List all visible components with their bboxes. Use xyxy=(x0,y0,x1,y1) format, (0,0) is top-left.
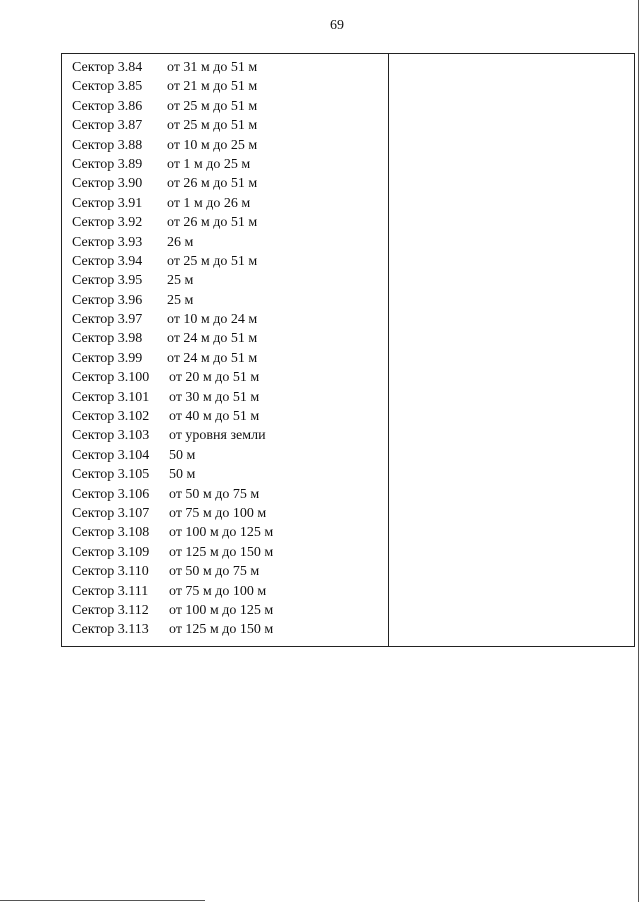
sector-name: Сектор 3.106 xyxy=(72,486,150,502)
table-row xyxy=(62,620,388,639)
sector-height: от 25 м до 51 м xyxy=(167,118,258,134)
sector-height: от 26 м до 51 м xyxy=(167,176,258,192)
sector-height: от 100 м до 125 м xyxy=(169,602,274,618)
sector-name: Сектор 3.86 xyxy=(72,98,143,114)
sector-height: от 21 м до 51 м xyxy=(167,79,258,95)
table-row xyxy=(62,407,388,426)
sector-height: от 50 м до 75 м xyxy=(169,486,260,502)
table-row xyxy=(62,388,388,407)
sector-height: от 10 м до 24 м xyxy=(167,312,258,328)
table-row xyxy=(62,174,388,193)
sector-height: от 75 м до 100 м xyxy=(169,505,267,521)
sector-height: от 20 м до 51 м xyxy=(169,370,260,386)
sector-height: от 31 м до 51 м xyxy=(167,60,258,75)
sector-height: от 125 м до 150 м xyxy=(169,544,274,560)
table-row xyxy=(62,136,388,155)
sector-name: Сектор 3.87 xyxy=(72,118,143,134)
sector-height: 25 м xyxy=(167,273,194,289)
sector-height: от 50 м до 75 м xyxy=(169,564,260,580)
sector-height: от 1 м до 25 м xyxy=(167,156,251,172)
sector-name: Сектор 3.101 xyxy=(72,389,150,405)
table-row xyxy=(62,582,388,601)
sector-name: Сектор 3.113 xyxy=(72,622,149,638)
sector-name: Сектор 3.111 xyxy=(72,583,149,599)
sector-height: 26 м xyxy=(167,234,194,250)
table-row xyxy=(62,368,388,387)
sector-name: Сектор 3.91 xyxy=(72,195,143,211)
sector-name: Сектор 3.99 xyxy=(72,350,143,366)
sector-name: Сектор 3.112 xyxy=(72,602,149,618)
table-row xyxy=(62,58,388,77)
table-row xyxy=(62,329,388,348)
table-row xyxy=(62,291,388,310)
table-row xyxy=(62,523,388,542)
sector-rows xyxy=(62,58,388,640)
sector-height: от 30 м до 51 м xyxy=(169,389,260,405)
table-row xyxy=(62,465,388,484)
table-row xyxy=(62,601,388,620)
table-row xyxy=(62,213,388,232)
sector-height: от уровня земли xyxy=(169,428,266,444)
table-row xyxy=(62,349,388,368)
sector-name: Сектор 3.96 xyxy=(72,292,143,308)
table-row xyxy=(62,116,388,135)
sector-name: Сектор 3.105 xyxy=(72,467,150,483)
table-row xyxy=(62,252,388,271)
table-row xyxy=(62,77,388,96)
table-row xyxy=(62,155,388,174)
sector-height: от 25 м до 51 м xyxy=(167,98,258,114)
sector-name: Сектор 3.84 xyxy=(72,60,143,75)
table-row xyxy=(62,504,388,523)
sector-height: от 40 м до 51 м xyxy=(169,409,260,425)
sector-name: Сектор 3.98 xyxy=(72,331,143,347)
sector-height: от 75 м до 100 м xyxy=(169,583,267,599)
sector-height: от 25 м до 51 м xyxy=(167,253,258,269)
sector-name: Сектор 3.110 xyxy=(72,564,149,580)
column-divider xyxy=(388,54,389,646)
sector-height: от 10 м до 25 м xyxy=(167,137,258,153)
table-row xyxy=(62,310,388,329)
sector-name: Сектор 3.88 xyxy=(72,137,143,153)
sector-height: от 24 м до 51 м xyxy=(167,331,258,347)
sector-name: Сектор 3.102 xyxy=(72,409,150,425)
sector-height: от 24 м до 51 м xyxy=(167,350,258,366)
table-row xyxy=(62,194,388,213)
sector-height: от 26 м до 51 м xyxy=(167,215,258,231)
table-row xyxy=(62,233,388,252)
sector-height: 50 м xyxy=(169,447,196,463)
sector-height: от 1 м до 26 м xyxy=(167,195,251,211)
page-edge-bottom xyxy=(0,900,205,901)
sector-name: Сектор 3.109 xyxy=(72,544,150,560)
page-number: 69 xyxy=(330,18,344,33)
sector-name: Сектор 3.97 xyxy=(72,312,143,328)
sector-height: 25 м xyxy=(167,292,194,308)
table-row xyxy=(62,97,388,116)
table-row xyxy=(62,562,388,581)
sector-name: Сектор 3.108 xyxy=(72,525,150,541)
sector-name: Сектор 3.92 xyxy=(72,215,143,231)
sector-name: Сектор 3.90 xyxy=(72,176,143,192)
sector-table xyxy=(61,53,635,647)
sector-height: 50 м xyxy=(169,467,196,483)
table-row xyxy=(62,543,388,562)
sector-name: Сектор 3.103 xyxy=(72,428,150,444)
sector-name: Сектор 3.93 xyxy=(72,234,143,250)
table-row xyxy=(62,271,388,290)
sector-name: Сектор 3.95 xyxy=(72,273,143,289)
sector-name: Сектор 3.100 xyxy=(72,370,150,386)
sector-height: от 125 м до 150 м xyxy=(169,622,274,638)
table-row xyxy=(62,446,388,465)
page-edge-right xyxy=(638,0,639,902)
sector-name: Сектор 3.85 xyxy=(72,79,143,95)
sector-name: Сектор 3.94 xyxy=(72,253,143,269)
sector-name: Сектор 3.89 xyxy=(72,156,143,172)
sector-height: от 100 м до 125 м xyxy=(169,525,274,541)
table-row xyxy=(62,485,388,504)
table-row xyxy=(62,426,388,445)
sector-name: Сектор 3.104 xyxy=(72,447,150,463)
sector-name: Сектор 3.107 xyxy=(72,505,150,521)
